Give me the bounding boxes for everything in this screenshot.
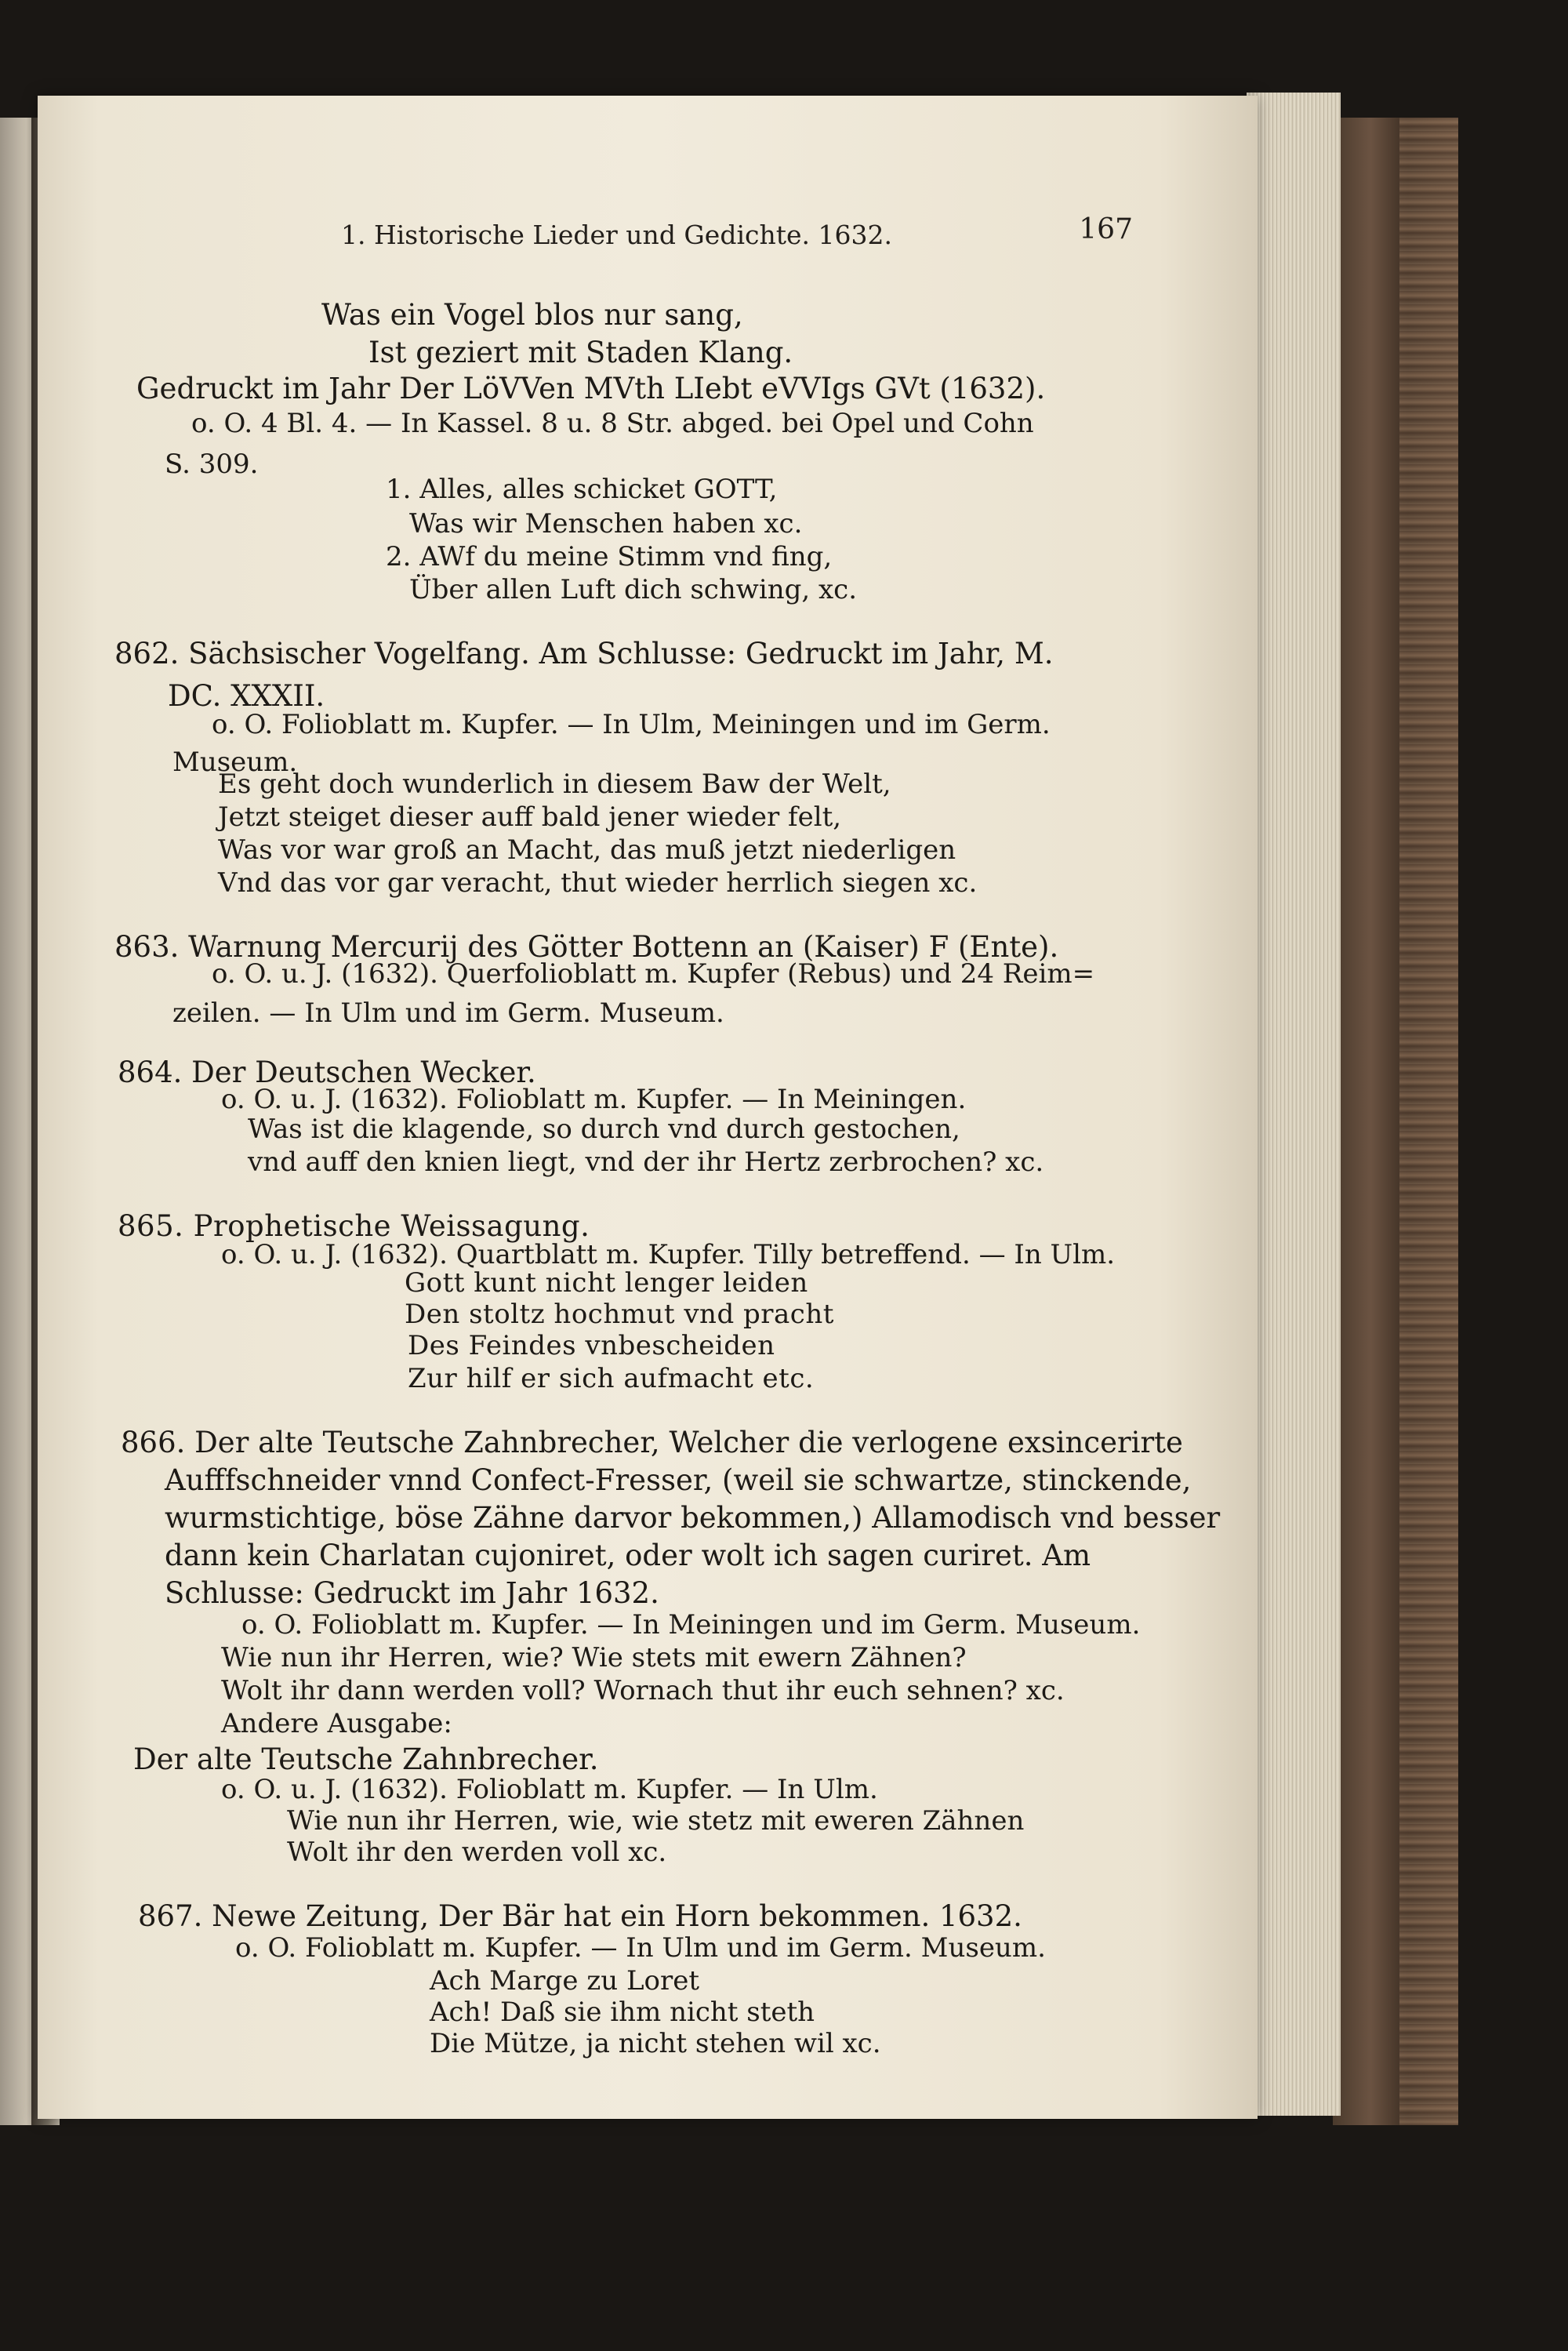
text-line: Was ist die klagende, so durch vnd durch gestochen, — [248, 1114, 960, 1145]
text-line: 864. Der Deutschen Wecker. — [118, 1056, 536, 1089]
text-line: Jetzt steiget dieser auff bald jener wieder felt, — [218, 801, 842, 833]
text-line: 865. Prophetische Weissagung. — [118, 1209, 590, 1243]
running-title: 1. Historische Lieder und Gedichte. 1632. — [341, 220, 892, 250]
text-line: dann kein Charlatan cujoniret, oder wolt ich sagen curiret. Am — [165, 1539, 1091, 1572]
text-line: Museum. — [172, 747, 298, 778]
page-stack-edge — [1247, 93, 1341, 2116]
text-line: Den stoltz hochmut vnd pracht — [405, 1299, 834, 1330]
text-line: Was vor war groß an Macht, das muß jetzt niederligen — [218, 834, 956, 866]
text-line: o. O. u. J. (1632). Folioblatt m. Kupfer. — In Meiningen. — [221, 1084, 967, 1115]
text-line: o. O. Folioblatt m. Kupfer. — In Meiningen und im Germ. Museum. — [241, 1609, 1141, 1641]
text-line: o. O. Folioblatt m. Kupfer. — In Ulm, Meiningen und im Germ. — [212, 709, 1051, 740]
text-line: Wolt ihr den werden voll xc. — [287, 1837, 667, 1868]
running-header — [263, 213, 1133, 259]
text-line: Über allen Luft dich schwing, xc. — [409, 574, 858, 605]
text-line: Was ein Vogel blos nur sang, — [321, 298, 743, 332]
text-line: DC. XXXII. — [168, 679, 325, 713]
text-line: wurmstichtige, böse Zähne darvor bekommen,) Allamodisch vnd besser — [165, 1501, 1221, 1535]
text-line: o. O. u. J. (1632). Folioblatt m. Kupfer. — In Ulm. — [221, 1774, 878, 1805]
text-line: Es geht doch wunderlich in diesem Baw der Welt, — [218, 769, 891, 800]
marbled-cover-edge — [1399, 118, 1458, 2125]
text-line: o. O. u. J. (1632). Querfolioblatt m. Kupfer (Rebus) und 24 Reim= — [212, 958, 1095, 990]
text-line: Des Feindes vnbescheiden — [408, 1330, 775, 1361]
text-line: 862. Sächsischer Vogelfang. Am Schlusse: Gedruckt im Jahr, M. — [114, 637, 1054, 670]
page-number: 167 — [1079, 213, 1133, 245]
text-line: Ach Marge zu Loret — [430, 1965, 700, 1997]
text-line: o. O. Folioblatt m. Kupfer. — In Ulm und im Germ. Museum. — [235, 1932, 1046, 1964]
text-line: Wie nun ihr Herren, wie? Wie stets mit ewern Zähnen? — [221, 1642, 967, 1673]
text-line: Der alte Teutsche Zahnbrecher. — [133, 1742, 599, 1776]
text-line: Aufffschneider vnnd Confect-Fresser, (weil sie schwartze, stinckende, — [165, 1463, 1192, 1497]
text-line: Andere Ausgabe: — [221, 1708, 452, 1739]
text-line: Wie nun ihr Herren, wie, wie stetz mit eweren Zähnen — [287, 1805, 1025, 1837]
text-line: zeilen. — In Ulm und im Germ. Museum. — [172, 997, 724, 1029]
text-line: Gedruckt im Jahr Der LöVVen MVth LIebt eVVIgs GVt (1632). — [136, 372, 1046, 405]
text-line: Die Mütze, ja nicht stehen wil xc. — [430, 2028, 881, 2059]
text-line: Gott kunt nicht lenger leiden — [405, 1267, 808, 1299]
text-line: Ist geziert mit Staden Klang. — [368, 336, 793, 369]
text-line: Ach! Daß sie ihm nicht steth — [430, 1997, 815, 2028]
text-line: Vnd das vor gar veracht, thut wieder herrlich siegen xc. — [218, 867, 978, 899]
text-line: Zur hilf er sich aufmacht etc. — [408, 1363, 815, 1394]
text-line: 866. Der alte Teutsche Zahnbrecher, Welcher die verlogene exsincerirte — [121, 1426, 1183, 1459]
text-line: o. O. u. J. (1632). Quartblatt m. Kupfer. Tilly betreffend. — In Ulm. — [221, 1239, 1116, 1270]
text-line: vnd auff den knien liegt, vnd der ihr Hertz zerbrochen? xc. — [248, 1146, 1044, 1178]
text-line: 863. Warnung Mercurij des Götter Bottenn an (Kaiser) F (Ente). — [114, 930, 1059, 964]
text-line: 867. Newe Zeitung, Der Bär hat ein Horn bekommen. 1632. — [138, 1899, 1022, 1933]
text-line: o. O. 4 Bl. 4. — In Kassel. 8 u. 8 Str. abged. bei Opel und Cohn — [191, 408, 1034, 439]
text-line: Was wir Menschen haben xc. — [409, 508, 803, 540]
text-line: 1. Alles, alles schicket GOTT, — [386, 474, 778, 505]
text-line: Wolt ihr dann werden voll? Wornach thut ihr euch sehnen? xc. — [221, 1675, 1065, 1706]
text-line: 2. AWf du meine Stimm vnd fing, — [386, 541, 833, 572]
text-line: Schlusse: Gedruckt im Jahr 1632. — [165, 1576, 659, 1610]
text-line: S. 309. — [165, 449, 259, 480]
